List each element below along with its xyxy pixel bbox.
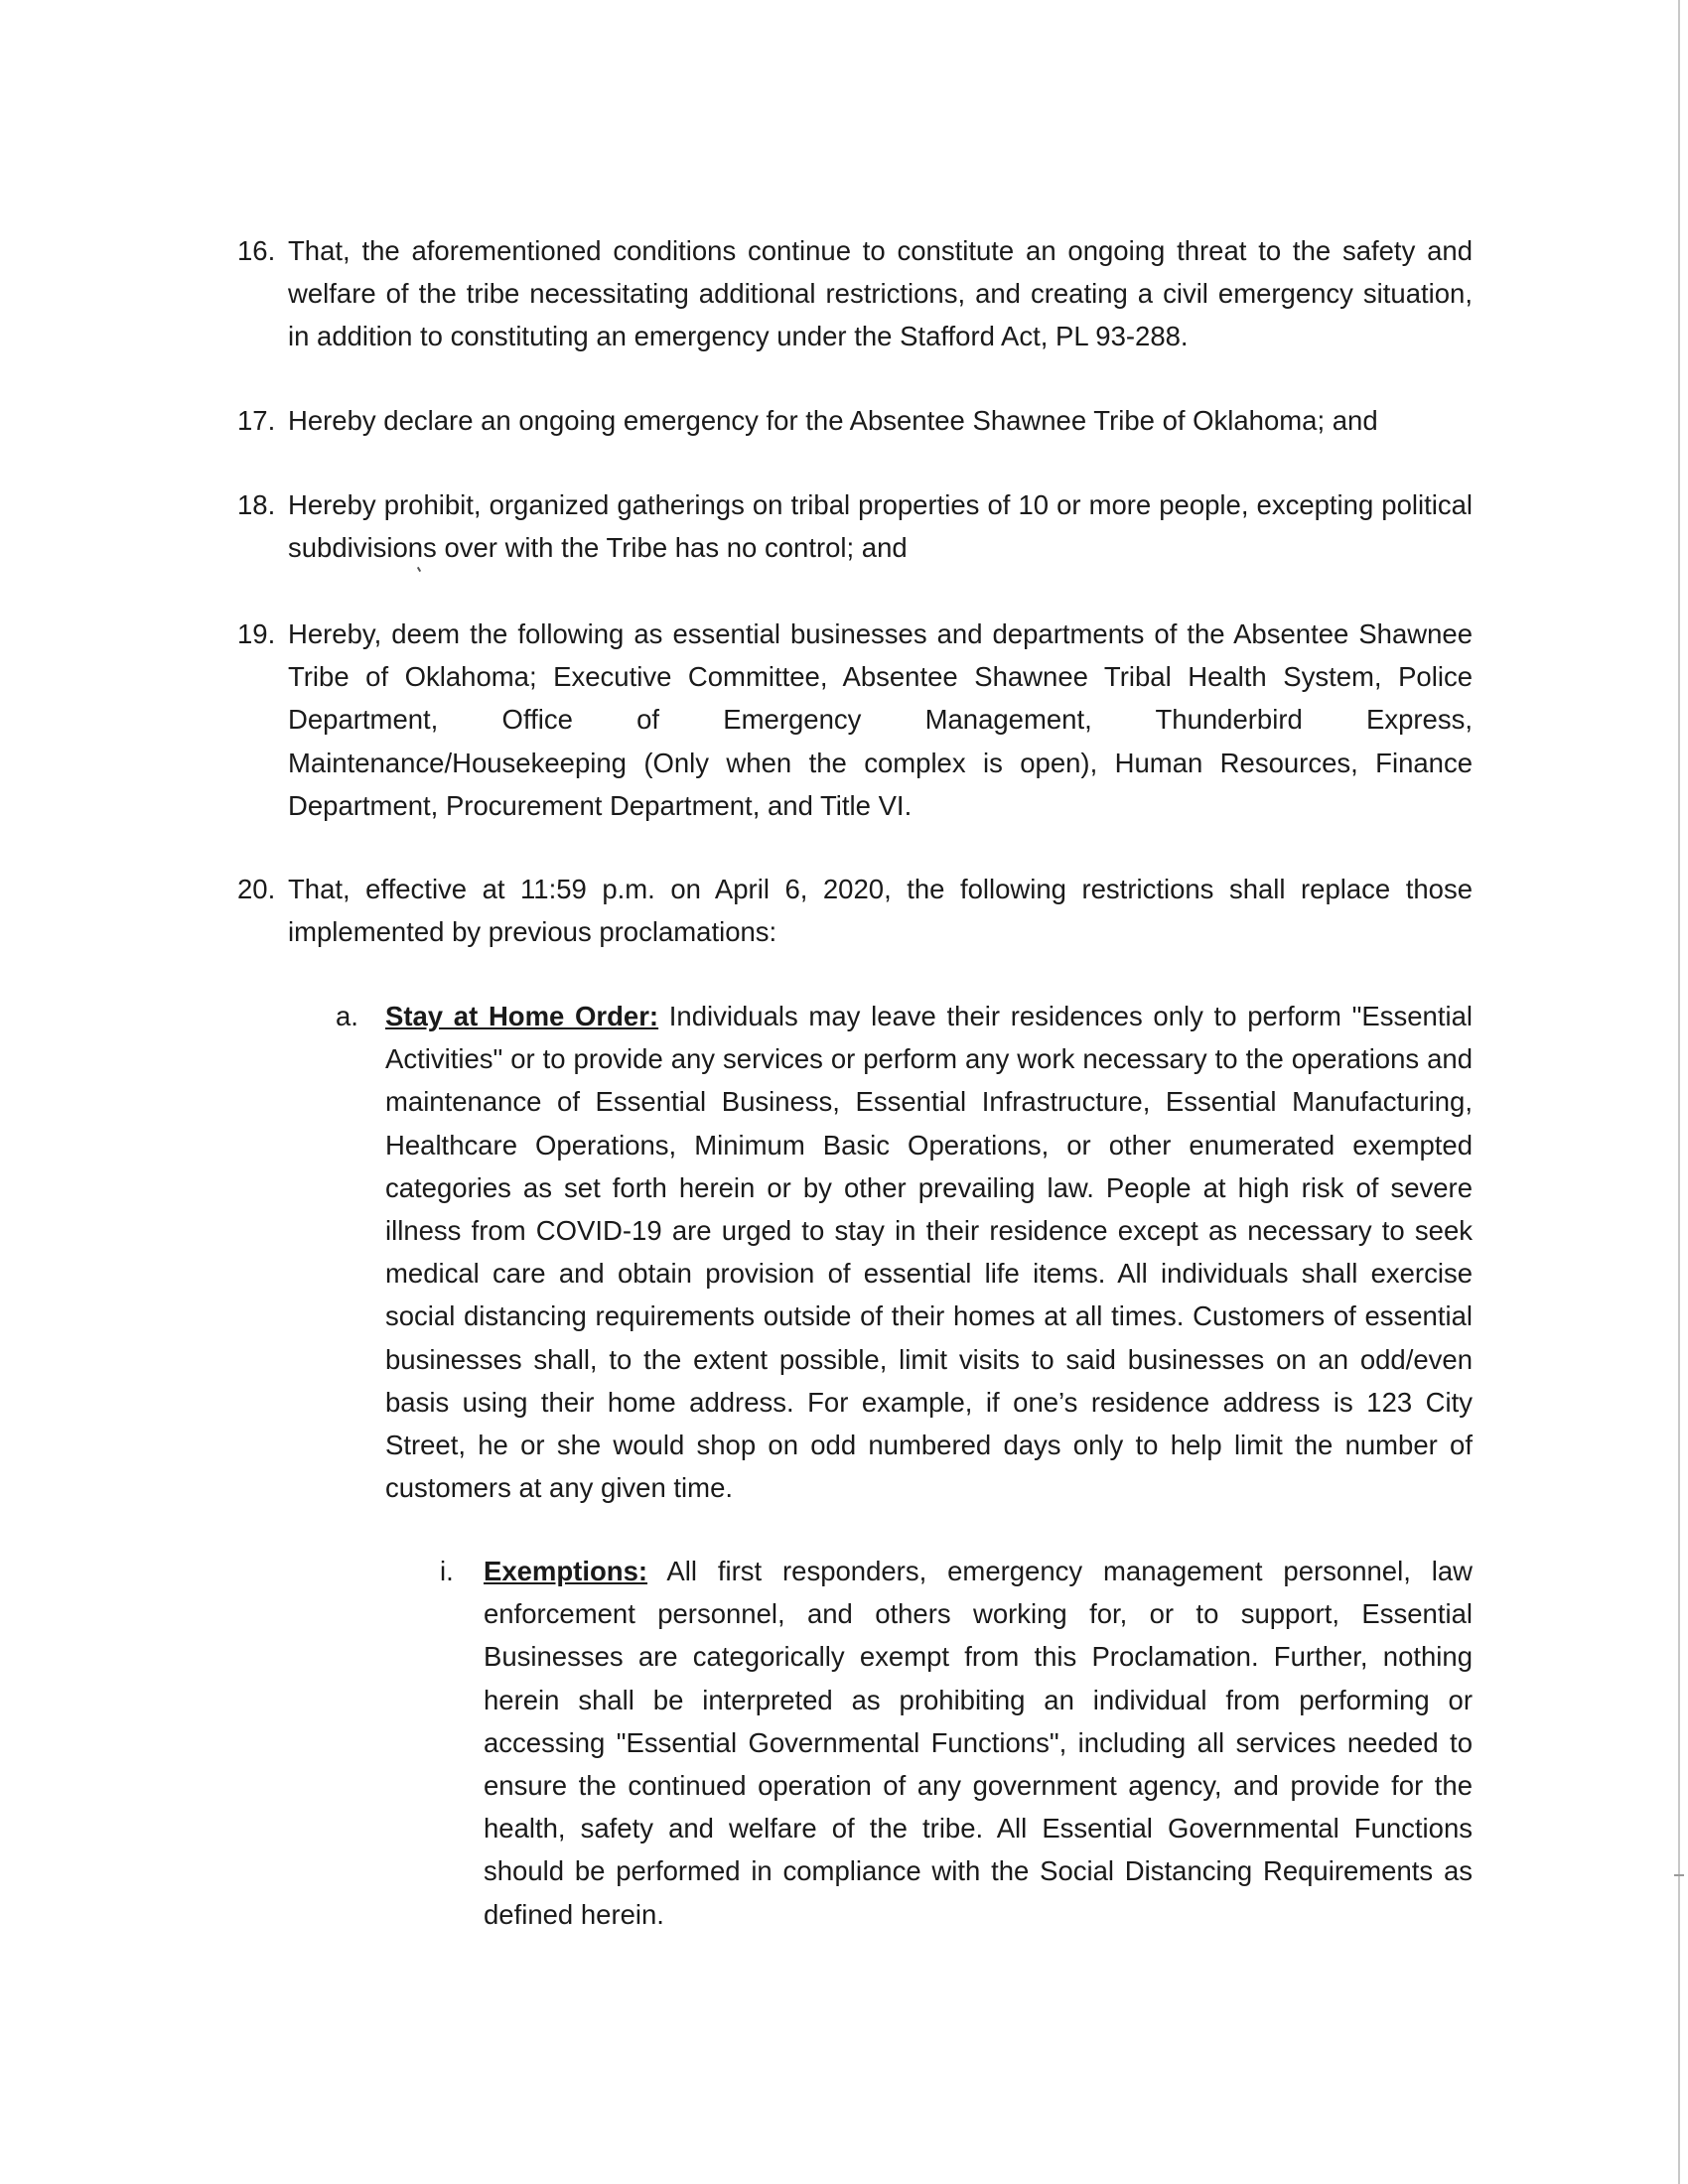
sub-sub-item-heading: Exemptions: — [484, 1556, 648, 1586]
list-item-20 — [237, 868, 1473, 953]
scan-edge-line — [1678, 0, 1680, 2184]
sub-item-body — [385, 995, 1473, 1509]
sub-item-heading: Stay at Home Order: — [385, 1001, 659, 1031]
sub-item-marker: a. — [336, 1001, 358, 1031]
item-number: 16. — [237, 235, 276, 266]
list-item-17 — [237, 399, 1473, 442]
item-number: 18. — [237, 489, 276, 520]
item-number: 20. — [237, 874, 276, 904]
sub-sub-item-text: All first responders, emergency management personnel, law enforcement personnel, and others working for, or to support, Essential Businesses are categorically exempt from this Proclamation. Further, nothing herein shall be interpreted as prohibiting an individual from performing or accessing "Essential Governmental Functions", including all services needed to ensure the continued operation of any government agency, and provide for the health, safety and welfare of the tribe. All Essential Governmental Functions should be performed in compliance with the Social Distancing Requirements as defined herein. — [484, 1556, 1473, 1930]
item-number: 17. — [237, 405, 276, 436]
sub-sub-list-item-i — [440, 1550, 1473, 1936]
list-item-19 — [237, 613, 1473, 827]
item-text: That, effective at 11:59 p.m. on April 6, 2020, the following restrictions shall replace those implemented by previous proclamations: — [288, 874, 1473, 948]
sub-list-item-a — [336, 995, 1473, 1509]
sub-item-text: Individuals may leave their residences only to perform "Essential Activities" or to provide any services or perform any work necessary to the operations and maintenance of Essential Business, Essential Infrastructure, Essential Manufacturing, Healthcare Operations, Minimum Basic Operations, or other enumerated exempted categories as set forth herein or by other prevailing law. People at high risk of severe illness from COVID-19 are urged to stay in their residence except as necessary to seek medical care and obtain provision of essential life items. All individuals shall exercise social distancing requirements outside of their homes at all times. Customers of essential businesses shall, to the extent possible, limit visits to said businesses on an odd/even basis using their home address. For example, if one’s residence address is 123 City Street, he or she would shop on odd numbered days only to help limit the number of customers at any given time. — [385, 1001, 1473, 1504]
item-text: Hereby, deem the following as essential businesses and departments of the Absentee Shawnee Tribe of Oklahoma; Executive Committee, Absentee Shawnee Tribal Health System, Police Department, Office of Emergency Management, Thunderbird Express, Maintenance/Housekeeping (Only when the complex is open), Human Resources, Finance Department, Procurement Department, and Title VI. — [288, 618, 1473, 821]
item-text: Hereby declare an ongoing emergency for the Absentee Shawnee Tribe of Oklahoma; and — [288, 405, 1378, 436]
sub-sub-item-marker: i. — [440, 1556, 454, 1586]
item-text: That, the aforementioned conditions continue to constitute an ongoing threat to the safety and welfare of the tribe necessitating additional restrictions, and creating a civil emergency situation, in addition to constituting an emergency under the Stafford Act, PL 93-288. — [288, 235, 1473, 352]
sub-sub-item-body — [484, 1550, 1473, 1936]
item-number: 19. — [237, 618, 276, 649]
list-item-18 — [237, 483, 1473, 569]
item-text: Hereby prohibit, organized gatherings on tribal properties of 10 or more people, excepting political subdivisions over with the Tribe has no control; and — [288, 489, 1473, 564]
list-item-16 — [237, 229, 1473, 358]
scan-edge-tick — [1674, 1874, 1684, 1876]
